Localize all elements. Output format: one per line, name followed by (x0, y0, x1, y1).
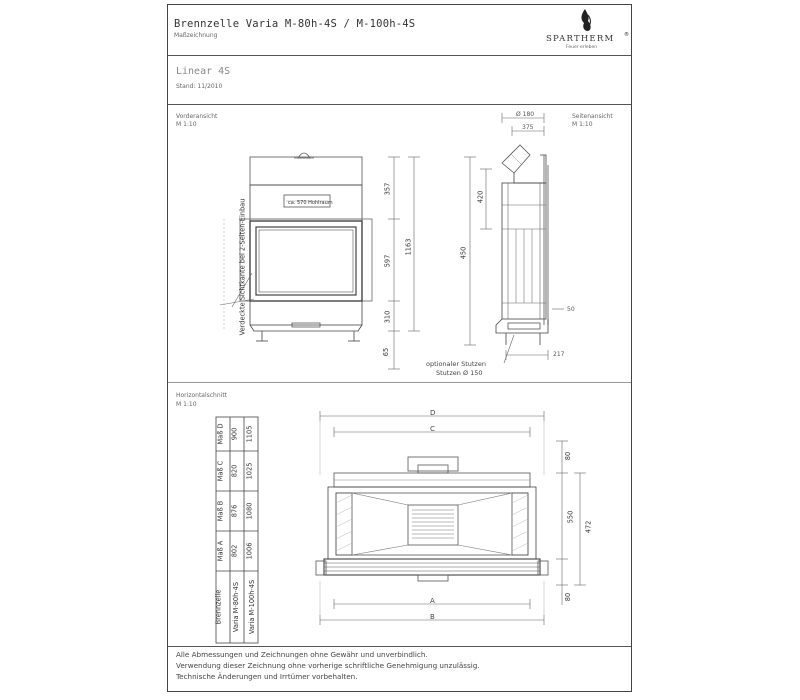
table-cell: Varia M-100h-4S (248, 579, 257, 635)
table-cell: Varia M-80h-4S (232, 581, 241, 633)
brand-name: SPARTHERM (546, 34, 615, 44)
footer-divider (168, 646, 631, 647)
document-title: Brennzelle Varia M-80h-4S / M-100h-4S (174, 18, 416, 30)
side-dim-b: 375 (522, 124, 534, 131)
side-dim-a: Ø 180 (516, 111, 535, 118)
front-dim-total: 1163 (404, 238, 413, 256)
model-date: Stand: 11/2010 (176, 83, 223, 90)
front-view-label: Vorderansicht (176, 113, 218, 120)
section-dim-right-top: 80 (564, 451, 573, 461)
section-dim-d: D (430, 409, 436, 417)
table-cell: 802 (230, 544, 239, 558)
section-dim-right-bottom: 80 (564, 592, 573, 602)
front-dim-top: 357 (383, 182, 392, 196)
side-dim-h2: 450 (459, 246, 468, 260)
section-scale: M 1:10 (176, 401, 197, 408)
table-cell: 1080 (245, 502, 254, 520)
front-dim-mid: 597 (383, 254, 392, 268)
brand-tagline: Feuer erleben (566, 45, 598, 50)
side-view-drawing (464, 113, 564, 363)
section-dim-c: C (430, 425, 435, 433)
front-dim-low: 310 (383, 310, 392, 324)
side-view-scale: M 1:10 (572, 121, 593, 128)
table-header: Maß A (216, 540, 225, 562)
header-divider (168, 55, 631, 56)
side-dim-bottom: 217 (553, 351, 565, 358)
side-dim-r: 50 (567, 306, 575, 313)
section-dim-right-1: 550 (566, 510, 575, 524)
front-side-note: Verdeckte Sichtkante bei 2-Seiten-Einbau (238, 198, 247, 336)
side-dim-h1: 420 (476, 190, 485, 204)
table-cell: 1006 (245, 542, 254, 560)
footer-line-3: Technische Änderungen und Irrtümer vorbehalten. (176, 672, 358, 681)
model-divider (168, 104, 631, 105)
section-dim-b: B (430, 613, 435, 621)
table-cell: 1105 (245, 425, 254, 443)
model-name: Linear 4S (176, 66, 231, 77)
table-header: Maß C (216, 460, 225, 482)
footer-line-1: Alle Abmessungen und Zeichnungen ohne Gewähr und unverbindlich. (176, 650, 428, 659)
brand-logo: SPARTHERM ® Feuer erleben (544, 7, 630, 53)
mid-divider (168, 382, 631, 383)
table-cell: 820 (230, 464, 239, 478)
section-dim-a: A (430, 597, 435, 605)
side-note-line-2: Stutzen Ø 150 (436, 369, 483, 377)
front-view-scale: M 1:10 (176, 121, 197, 128)
side-view-label: Seitenansicht (572, 113, 613, 120)
table-cell: 900 (230, 427, 239, 441)
section-dim-right-2: 472 (584, 520, 593, 534)
section-label: Horizontalschnitt (176, 392, 228, 399)
table-header: Maß D (216, 423, 225, 445)
table-cell: 1025 (245, 462, 254, 480)
front-plate-label: ca. 570 Hohlraum (288, 200, 333, 206)
table-header: Maß B (216, 500, 225, 522)
table-cell: 876 (230, 504, 239, 518)
document-subtitle: Maßzeichnung (174, 32, 218, 39)
drawing-sheet (167, 4, 632, 692)
table-header: Brennzelle (214, 589, 223, 625)
front-dim-bottom: 65 (382, 347, 391, 357)
footer-line-2: Verwendung dieser Zeichnung ohne vorherige schriftliche Genehmigung unzulässig. (176, 661, 480, 670)
side-note-line-1: optionaler Stutzen (426, 360, 486, 368)
section-drawing (316, 411, 586, 625)
